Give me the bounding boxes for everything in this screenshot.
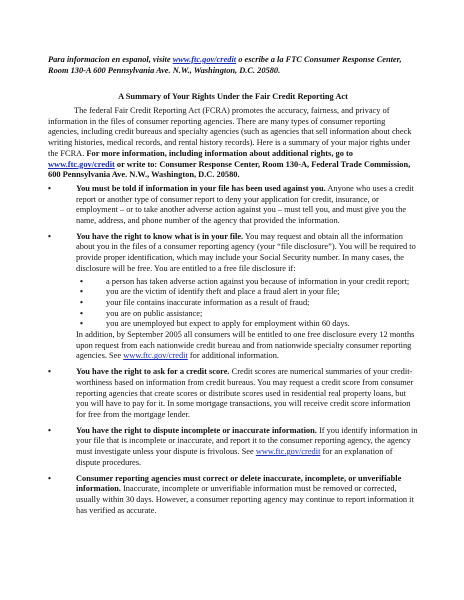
spanish-prefix: Para informacion en espanol, visite (48, 55, 173, 64)
sub-bullet-icon: • (80, 297, 83, 307)
bullet-icon: • (48, 473, 51, 483)
right-heading: You have the right to know what is in your file. (76, 231, 244, 241)
right-heading: Consumer reporting agencies must correct or delete inaccurate, incomplete, or unverifiable information. (76, 473, 402, 494)
right-text: Anyone who uses a credit report or another type of consumer report to deny your application for credit, insurance, or employment – or to take another adverse action against you – must tell you, and must give you the name, address, and phone number of the agency that provided the information. (76, 183, 414, 226)
ftc-credit-link[interactable]: www.ftc.gov/credit (123, 351, 188, 361)
sub-item-text: you are on public assistance; (106, 308, 203, 318)
right-item (48, 474, 418, 517)
intro-bold-suffix: or write to: Consumer Response Center, Room 130-A, Federal Trade Commission, 600 Pennsylvania Ave. N.W., Washington, D.C. 20580. (48, 159, 411, 180)
bullet-icon: • (48, 367, 51, 377)
right-text: Credit scores are numerical summaries of your credit-worthiness based on information from credit bureaus. You may request a credit score from consumer reporting agencies that create scores or distribute scores used in residential real property loans, but you will have to pay for it. In some mortgage transactions, you will receive credit score information for free from the mortgage lender. (76, 367, 414, 419)
right-after-text: In addition, by September 2005 all consumers will be entitled to one free disclosure every 12 months upon request from each nationwide credit bureau and from nationwide specialty consumer reporting agencies. See (76, 330, 415, 361)
sub-list-item (76, 298, 418, 309)
right-item (48, 367, 418, 421)
spanish-ftc-link[interactable]: www.ftc.gov/credit (172, 55, 237, 64)
sub-item-text: your file contains inaccurate information as a result of fraud; (106, 297, 310, 307)
free-disclosure-conditions (76, 277, 418, 331)
right-heading: You must be told if information in your file has been used against you. (76, 183, 326, 193)
sub-item-text: you are unemployed but expect to apply for employment within 60 days. (106, 319, 350, 329)
right-text: If you identify information in your file that is incomplete or inaccurate, and report it to the consumer reporting agency, the agency must investigate unless your dispute is frivolous. See (76, 425, 418, 457)
bullet-icon: • (48, 425, 51, 435)
intro-text: The federal Fair Credit Reporting Act (FCRA) promotes the accuracy, fairness, and privacy of information in the files of consumer reporting agencies. There are many types of consumer reporting agencies, including credit bureaus and specialty agencies (such as agencies that sell information about check writing histories, medical records, and rental history records). Here is a summary of your major rights under the FCRA. (48, 106, 412, 158)
right-text: Inaccurate, incomplete or unverifiable information must be removed or corrected, usually within 30 days. However, a consumer reporting agency may continue to report information it has verified as accurate. (76, 484, 414, 515)
sub-item-text: you are the victim of identify theft and place a fraud alert in your file; (106, 287, 340, 297)
right-item (48, 184, 418, 227)
sub-bullet-icon: • (80, 308, 83, 318)
intro-bold-prefix: For more information, including information about additional rights, go to (86, 148, 353, 158)
sub-item-text: a person has taken adverse action against you because of information in your credit report; (106, 276, 410, 286)
right-item (48, 426, 418, 469)
rights-list (48, 184, 418, 516)
sub-list-item (76, 319, 418, 330)
sub-list-item (76, 287, 418, 298)
right-text: You may request and obtain all the information about you in the files of a consumer reporting agency (your “file disclosure”). You will be required to provide proper identification, which may include your Social Security number. In many cases, the disclosure will be free. You are entitled to a free file disclosure if: (76, 231, 416, 273)
right-suffix: for an explanation of dispute procedures. (76, 447, 393, 467)
right-heading: You have the right to dispute incomplete or inaccurate information. (76, 425, 317, 435)
sub-bullet-icon: • (80, 287, 83, 297)
spanish-notice (48, 54, 418, 76)
sub-bullet-icon: • (80, 276, 83, 286)
right-heading: You have the right to ask for a credit score. (76, 367, 230, 377)
ftc-credit-link[interactable]: www.ftc.gov/credit (255, 447, 321, 457)
intro-paragraph (48, 106, 418, 181)
spanish-suffix: o escribe a la FTC Consumer Response Center, Room 130-A 600 Pennsylvania Ave. N.W., Washington, D.C. 20580. (48, 55, 402, 75)
sub-list-item (76, 309, 418, 320)
right-after-suffix: for additional information. (187, 351, 279, 361)
bullet-icon: • (48, 183, 51, 193)
bullet-icon: • (48, 231, 51, 241)
document-title: A Summary of Your Rights Under the Fair Credit Reporting Act (118, 92, 348, 101)
sub-bullet-icon: • (80, 319, 83, 329)
intro-ftc-link[interactable]: www.ftc.gov/credit (48, 159, 115, 169)
right-item (48, 232, 418, 362)
sub-list-item (76, 277, 418, 288)
